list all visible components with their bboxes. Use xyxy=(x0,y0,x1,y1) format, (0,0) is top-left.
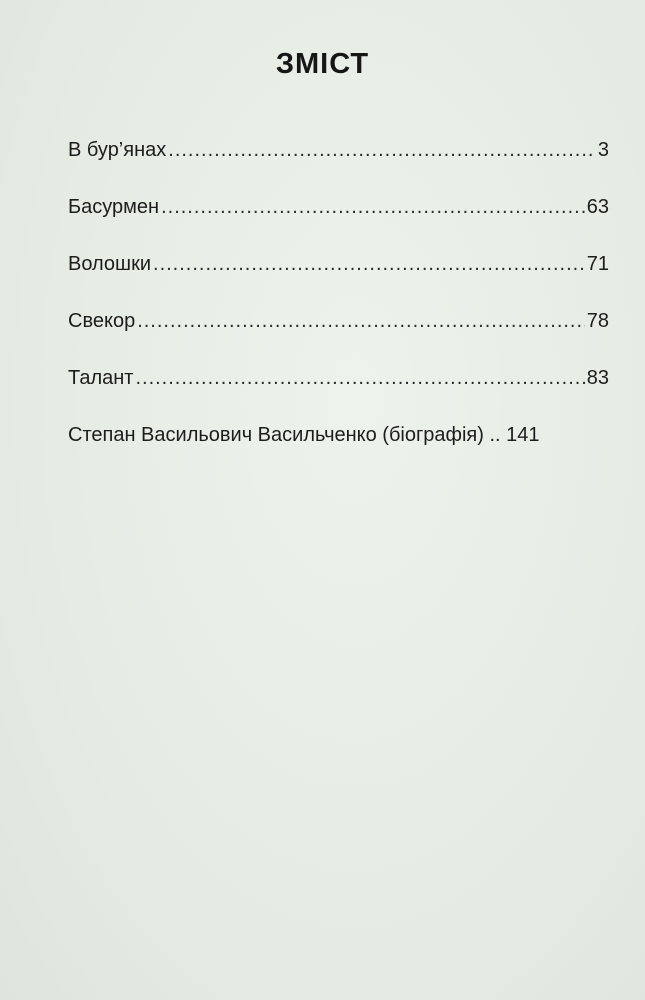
toc-entry xyxy=(68,136,609,193)
toc-entry xyxy=(68,193,609,250)
toc-entry-title: Волошки xyxy=(68,253,152,275)
page-title: ЗМІСТ xyxy=(275,48,370,80)
toc-dot-leader xyxy=(135,364,584,392)
toc-entry-title: Степан Васильович Васильченко (біографія) xyxy=(68,424,484,446)
toc-entry-title: Басурмен xyxy=(68,196,160,218)
toc-dot-leader xyxy=(137,307,585,335)
table-of-contents xyxy=(68,136,609,478)
toc-dot-leader xyxy=(168,136,596,164)
toc-entry-page: 63 xyxy=(586,196,609,218)
toc-dot-leader xyxy=(161,193,585,221)
toc-short-leader: .. xyxy=(483,424,507,446)
toc-entry-page: 141 xyxy=(506,424,540,446)
toc-entry-page: 71 xyxy=(586,253,609,275)
toc-entry-page: 78 xyxy=(586,310,609,332)
toc-entry-title: Свекор xyxy=(68,310,136,332)
toc-entry-page: 83 xyxy=(586,367,609,389)
toc-entry-title: В бур’янах xyxy=(68,139,167,161)
toc-entry xyxy=(68,307,609,364)
toc-entry-title: Талант xyxy=(68,367,134,389)
toc-entry-page: 3 xyxy=(597,139,609,161)
toc-entry-biography xyxy=(68,421,609,478)
toc-dot-leader xyxy=(153,250,585,278)
toc-entry xyxy=(68,250,609,307)
toc-entry xyxy=(68,364,609,421)
